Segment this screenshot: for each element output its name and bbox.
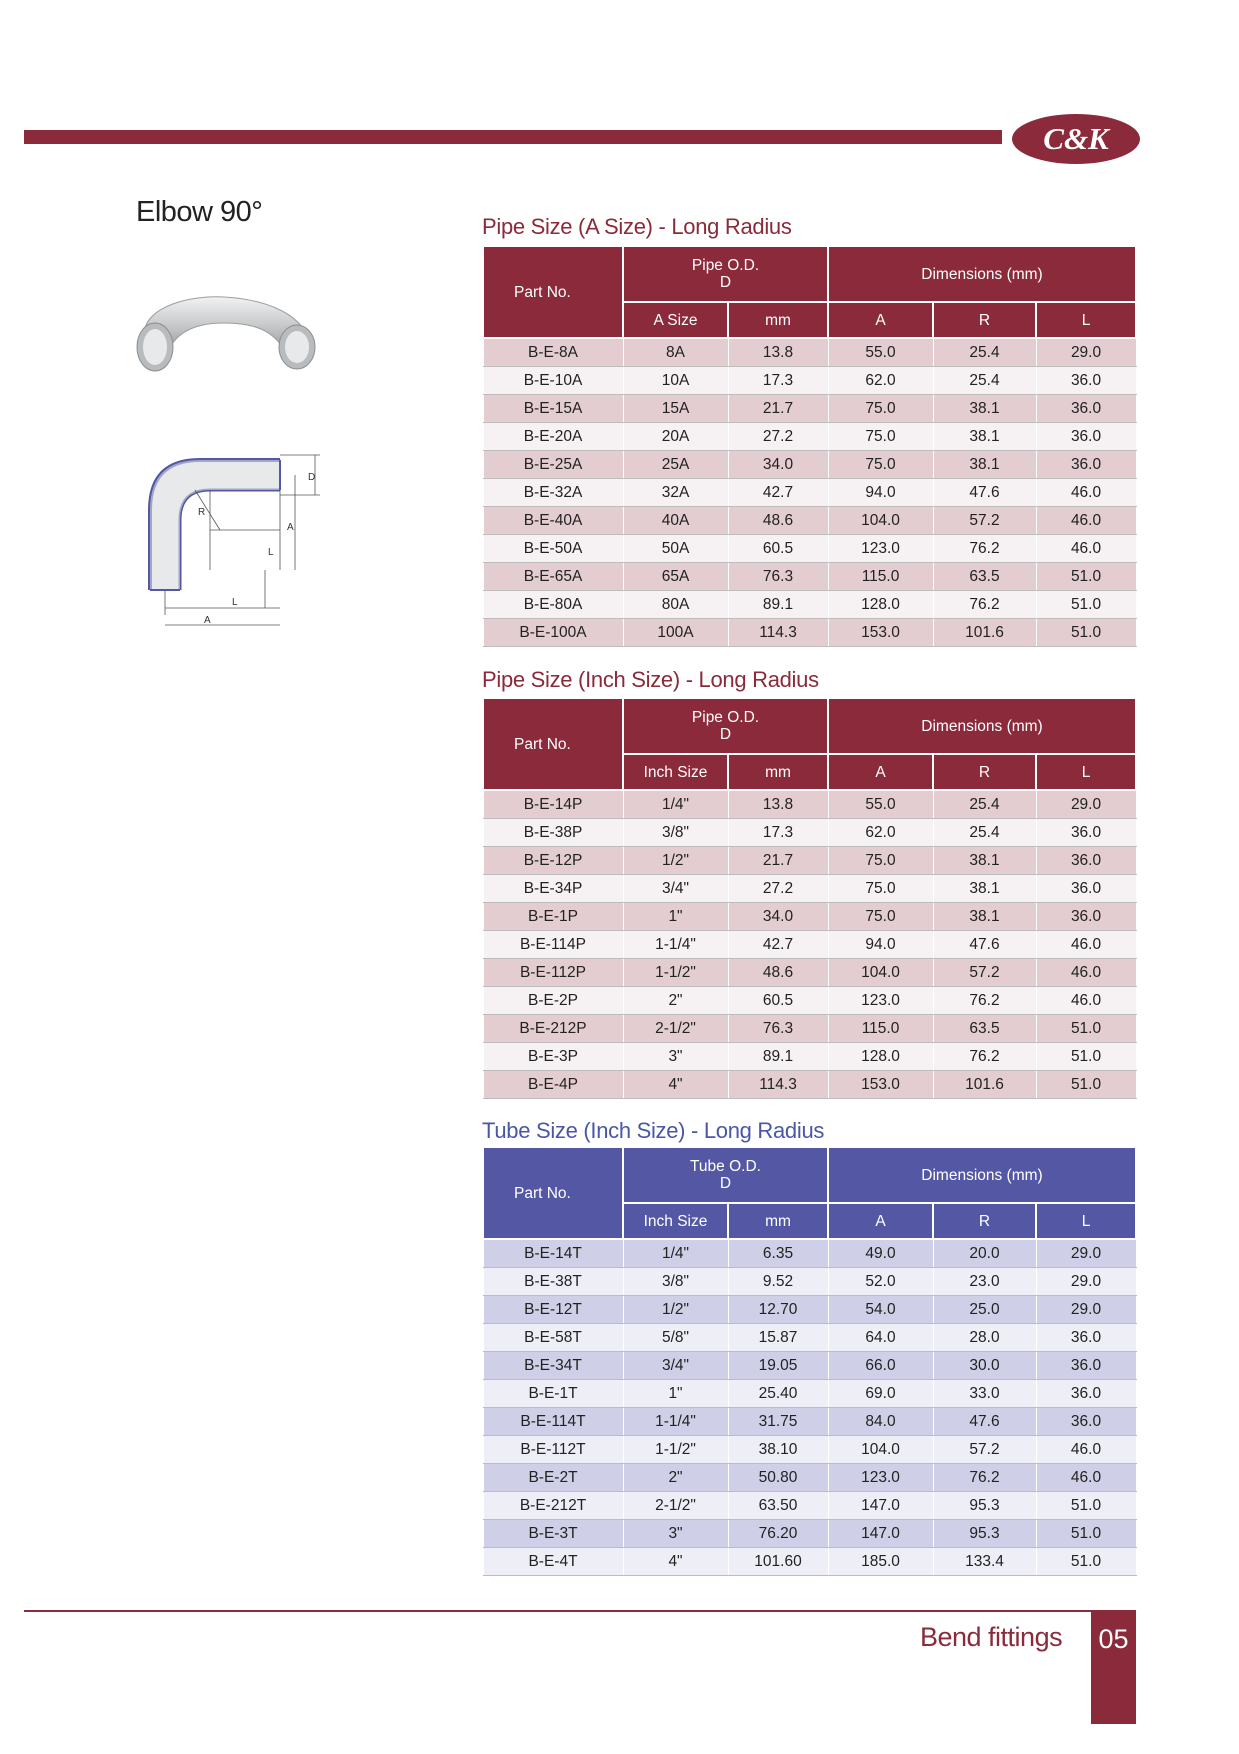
- cell-dim-r: 47.6: [933, 1408, 1036, 1436]
- cell-size: 1": [623, 903, 728, 931]
- cell-dim-l: 36.0: [1036, 1380, 1136, 1408]
- table-row: [483, 1296, 1136, 1324]
- cell-size: 3/4": [623, 1352, 728, 1380]
- cell-dim-a: 123.0: [828, 1464, 933, 1492]
- table-row: [483, 563, 1136, 591]
- header-r: R: [933, 302, 1036, 338]
- table-row: [483, 875, 1136, 903]
- table-row: [483, 591, 1136, 619]
- header-l: L: [1036, 302, 1136, 338]
- cell-part-no: B-E-34P: [483, 875, 623, 903]
- cell-dim-l: 51.0: [1036, 1492, 1136, 1520]
- cell-size: 1-1/2": [623, 1436, 728, 1464]
- table-row: [483, 790, 1136, 819]
- cell-dim-a: 115.0: [828, 563, 933, 591]
- cell-dim-l: 51.0: [1036, 1548, 1136, 1576]
- cell-size: 3": [623, 1520, 728, 1548]
- cell-part-no: B-E-12P: [483, 847, 623, 875]
- cell-od-mm: 60.5: [728, 987, 828, 1015]
- cell-size: 80A: [623, 591, 728, 619]
- cell-dim-a: 123.0: [828, 535, 933, 563]
- cell-size: 1/2": [623, 847, 728, 875]
- table-row: [483, 1548, 1136, 1576]
- section-title-tube-inch: Tube Size (Inch Size) - Long Radius: [482, 1118, 825, 1143]
- cell-dim-a: 153.0: [828, 619, 933, 647]
- cell-part-no: B-E-212T: [483, 1492, 623, 1520]
- cell-dim-l: 36.0: [1036, 847, 1136, 875]
- product-title: Elbow 90°: [136, 196, 263, 228]
- cell-dim-l: 36.0: [1036, 1352, 1136, 1380]
- cell-part-no: B-E-32A: [483, 479, 623, 507]
- cell-size: 2-1/2": [623, 1492, 728, 1520]
- cell-part-no: B-E-38T: [483, 1268, 623, 1296]
- cell-dim-r: 38.1: [933, 395, 1036, 423]
- cell-dim-a: 128.0: [828, 1043, 933, 1071]
- table-row: [483, 1520, 1136, 1548]
- header-a: A: [828, 302, 933, 338]
- cell-dim-r: 76.2: [933, 535, 1036, 563]
- spec-table-pipe-a-size: [482, 245, 1137, 647]
- cell-dim-l: 46.0: [1036, 959, 1136, 987]
- header-part-no: Part No.: [483, 698, 623, 790]
- cell-od-mm: 12.70: [728, 1296, 828, 1324]
- cell-dim-r: 133.4: [933, 1548, 1036, 1576]
- cell-od-mm: 114.3: [728, 619, 828, 647]
- cell-od-mm: 89.1: [728, 591, 828, 619]
- cell-part-no: B-E-10A: [483, 367, 623, 395]
- header-size: Inch Size: [623, 754, 728, 790]
- cell-dim-a: 62.0: [828, 819, 933, 847]
- cell-size: 1": [623, 1380, 728, 1408]
- cell-od-mm: 25.40: [728, 1380, 828, 1408]
- cell-dim-l: 36.0: [1036, 367, 1136, 395]
- cell-part-no: B-E-2P: [483, 987, 623, 1015]
- cell-dim-r: 101.6: [933, 619, 1036, 647]
- cell-dim-r: 20.0: [933, 1239, 1036, 1268]
- cell-part-no: B-E-38P: [483, 819, 623, 847]
- cell-dim-r: 47.6: [933, 931, 1036, 959]
- header-od: [623, 246, 828, 302]
- cell-dim-a: 84.0: [828, 1408, 933, 1436]
- cell-part-no: B-E-4P: [483, 1071, 623, 1099]
- diagram-label-r: R: [198, 507, 206, 518]
- table-row: [483, 1015, 1136, 1043]
- cell-size: 2-1/2": [623, 1015, 728, 1043]
- header-dimensions: Dimensions (mm): [828, 246, 1136, 302]
- cell-size: 65A: [623, 563, 728, 591]
- cell-size: 1/4": [623, 790, 728, 819]
- cell-dim-l: 36.0: [1036, 395, 1136, 423]
- header-od-symbol: D: [719, 274, 732, 291]
- cell-dim-l: 29.0: [1036, 1239, 1136, 1268]
- cell-size: 5/8": [623, 1324, 728, 1352]
- cell-dim-a: 75.0: [828, 395, 933, 423]
- table-row: [483, 1268, 1136, 1296]
- footer-rule: [24, 1610, 1136, 1612]
- header-mm: mm: [728, 754, 828, 790]
- cell-od-mm: 34.0: [728, 451, 828, 479]
- cell-dim-l: 46.0: [1036, 479, 1136, 507]
- cell-od-mm: 50.80: [728, 1464, 828, 1492]
- cell-part-no: B-E-12T: [483, 1296, 623, 1324]
- cell-dim-r: 23.0: [933, 1268, 1036, 1296]
- cell-dim-a: 75.0: [828, 903, 933, 931]
- cell-size: 1/4": [623, 1239, 728, 1268]
- cell-dim-a: 69.0: [828, 1380, 933, 1408]
- cell-dim-a: 115.0: [828, 1015, 933, 1043]
- table-row: [483, 931, 1136, 959]
- cell-dim-a: 66.0: [828, 1352, 933, 1380]
- cell-dim-l: 29.0: [1036, 338, 1136, 367]
- table-row: [483, 903, 1136, 931]
- cell-od-mm: 17.3: [728, 819, 828, 847]
- cell-od-mm: 15.87: [728, 1324, 828, 1352]
- diagram-label-l-vertical: L: [268, 547, 274, 558]
- cell-part-no: B-E-58T: [483, 1324, 623, 1352]
- cell-part-no: B-E-1T: [483, 1380, 623, 1408]
- table-row: [483, 423, 1136, 451]
- table-row: [483, 1324, 1136, 1352]
- header-od-label: Pipe O.D.: [691, 709, 760, 726]
- cell-part-no: B-E-3T: [483, 1520, 623, 1548]
- cell-dim-a: 94.0: [828, 479, 933, 507]
- table-row: [483, 1436, 1136, 1464]
- cell-dim-l: 46.0: [1036, 507, 1136, 535]
- cell-od-mm: 13.8: [728, 338, 828, 367]
- cell-part-no: B-E-14P: [483, 790, 623, 819]
- cell-dim-r: 57.2: [933, 1436, 1036, 1464]
- cell-part-no: B-E-114T: [483, 1408, 623, 1436]
- diagram-label-l-horizontal: L: [232, 597, 238, 608]
- table-row: [483, 847, 1136, 875]
- table-row: [483, 1239, 1136, 1268]
- cell-part-no: B-E-14T: [483, 1239, 623, 1268]
- cell-od-mm: 21.7: [728, 847, 828, 875]
- cell-size: 2": [623, 1464, 728, 1492]
- cell-dim-a: 55.0: [828, 790, 933, 819]
- cell-dim-a: 128.0: [828, 591, 933, 619]
- cell-od-mm: 19.05: [728, 1352, 828, 1380]
- spec-table-tube-inch-size: [482, 1146, 1137, 1576]
- section-title-a-size: Pipe Size (A Size) - Long Radius: [482, 214, 792, 239]
- cell-dim-a: 75.0: [828, 847, 933, 875]
- cell-part-no: B-E-212P: [483, 1015, 623, 1043]
- cell-size: 20A: [623, 423, 728, 451]
- cell-dim-r: 95.3: [933, 1520, 1036, 1548]
- header-a: A: [828, 754, 933, 790]
- cell-dim-r: 95.3: [933, 1492, 1036, 1520]
- cell-dim-l: 29.0: [1036, 1296, 1136, 1324]
- cell-dim-a: 52.0: [828, 1268, 933, 1296]
- table-row: [483, 987, 1136, 1015]
- cell-dim-a: 185.0: [828, 1548, 933, 1576]
- section-title-pipe-inch: Pipe Size (Inch Size) - Long Radius: [482, 667, 819, 692]
- header-r: R: [933, 1203, 1036, 1239]
- cell-dim-r: 63.5: [933, 1015, 1036, 1043]
- cell-dim-l: 36.0: [1036, 451, 1136, 479]
- cell-dim-l: 29.0: [1036, 1268, 1136, 1296]
- cell-part-no: B-E-65A: [483, 563, 623, 591]
- cell-od-mm: 48.6: [728, 959, 828, 987]
- header-a: A: [828, 1203, 933, 1239]
- cell-dim-a: 75.0: [828, 423, 933, 451]
- cell-dim-r: 38.1: [933, 903, 1036, 931]
- cell-part-no: B-E-4T: [483, 1548, 623, 1576]
- cell-part-no: B-E-50A: [483, 535, 623, 563]
- cell-od-mm: 27.2: [728, 875, 828, 903]
- cell-dim-r: 101.6: [933, 1071, 1036, 1099]
- header-mm: mm: [728, 302, 828, 338]
- table-row: [483, 1352, 1136, 1380]
- cell-od-mm: 89.1: [728, 1043, 828, 1071]
- cell-dim-l: 36.0: [1036, 1408, 1136, 1436]
- header-size: Inch Size: [623, 1203, 728, 1239]
- table-row: [483, 479, 1136, 507]
- cell-size: 1-1/4": [623, 931, 728, 959]
- table-row: [483, 1043, 1136, 1071]
- elbow-dimension-diagram: [140, 450, 370, 640]
- header-dimensions: Dimensions (mm): [828, 1147, 1136, 1203]
- footer-section-name: Bend fittings: [920, 1622, 1063, 1652]
- header-l: L: [1036, 1203, 1136, 1239]
- table-row: [483, 395, 1136, 423]
- table-row: [483, 619, 1136, 647]
- cell-dim-a: 55.0: [828, 338, 933, 367]
- cell-dim-a: 104.0: [828, 959, 933, 987]
- cell-dim-a: 64.0: [828, 1324, 933, 1352]
- cell-od-mm: 76.3: [728, 1015, 828, 1043]
- cell-size: 4": [623, 1548, 728, 1576]
- diagram-label-a-horizontal: A: [204, 615, 211, 626]
- cell-part-no: B-E-80A: [483, 591, 623, 619]
- cell-dim-l: 51.0: [1036, 1520, 1136, 1548]
- cell-part-no: B-E-2T: [483, 1464, 623, 1492]
- header-mm: mm: [728, 1203, 828, 1239]
- cell-size: 32A: [623, 479, 728, 507]
- cell-dim-r: 63.5: [933, 563, 1036, 591]
- header-part-no: Part No.: [483, 246, 623, 338]
- elbow-photo: [124, 285, 324, 400]
- cell-dim-a: 94.0: [828, 931, 933, 959]
- header-bar: [24, 130, 1002, 144]
- table-row: [483, 1071, 1136, 1099]
- cell-od-mm: 17.3: [728, 367, 828, 395]
- cell-dim-l: 51.0: [1036, 591, 1136, 619]
- header-od-symbol: D: [719, 1175, 732, 1192]
- cell-od-mm: 31.75: [728, 1408, 828, 1436]
- cell-size: 8A: [623, 338, 728, 367]
- cell-od-mm: 21.7: [728, 395, 828, 423]
- cell-dim-a: 147.0: [828, 1492, 933, 1520]
- cell-od-mm: 6.35: [728, 1239, 828, 1268]
- cell-part-no: B-E-25A: [483, 451, 623, 479]
- cell-od-mm: 114.3: [728, 1071, 828, 1099]
- cell-dim-r: 76.2: [933, 987, 1036, 1015]
- cell-dim-l: 46.0: [1036, 1436, 1136, 1464]
- cell-size: 1-1/4": [623, 1408, 728, 1436]
- diagram-label-a-vertical: A: [287, 522, 294, 533]
- table-row: [483, 367, 1136, 395]
- cell-dim-r: 25.4: [933, 338, 1036, 367]
- cell-dim-r: 76.2: [933, 1043, 1036, 1071]
- spec-table-pipe-inch-size: [482, 697, 1137, 1099]
- table-row: [483, 1408, 1136, 1436]
- header-od-label: Pipe O.D.: [691, 257, 760, 274]
- cell-dim-l: 51.0: [1036, 1043, 1136, 1071]
- header-size: A Size: [623, 302, 728, 338]
- cell-dim-a: 123.0: [828, 987, 933, 1015]
- cell-dim-r: 38.1: [933, 875, 1036, 903]
- cell-dim-l: 46.0: [1036, 931, 1136, 959]
- cell-dim-r: 30.0: [933, 1352, 1036, 1380]
- header-part-no: Part No.: [483, 1147, 623, 1239]
- cell-dim-a: 147.0: [828, 1520, 933, 1548]
- cell-size: 1/2": [623, 1296, 728, 1324]
- table-row: [483, 1492, 1136, 1520]
- cell-part-no: B-E-114P: [483, 931, 623, 959]
- cell-dim-r: 38.1: [933, 451, 1036, 479]
- table-row: [483, 819, 1136, 847]
- cell-size: 50A: [623, 535, 728, 563]
- cell-dim-a: 54.0: [828, 1296, 933, 1324]
- cell-dim-r: 28.0: [933, 1324, 1036, 1352]
- cell-size: 4": [623, 1071, 728, 1099]
- cell-dim-a: 153.0: [828, 1071, 933, 1099]
- cell-dim-r: 25.4: [933, 819, 1036, 847]
- cell-dim-l: 46.0: [1036, 987, 1136, 1015]
- cell-dim-l: 29.0: [1036, 790, 1136, 819]
- table-row: [483, 959, 1136, 987]
- cell-dim-r: 25.4: [933, 367, 1036, 395]
- cell-part-no: B-E-34T: [483, 1352, 623, 1380]
- page-number: 05: [1091, 1612, 1136, 1724]
- cell-part-no: B-E-112P: [483, 959, 623, 987]
- cell-dim-l: 36.0: [1036, 903, 1136, 931]
- cell-part-no: B-E-40A: [483, 507, 623, 535]
- cell-dim-r: 38.1: [933, 847, 1036, 875]
- diagram-label-d: D: [308, 472, 316, 483]
- cell-size: 100A: [623, 619, 728, 647]
- cell-part-no: B-E-8A: [483, 338, 623, 367]
- cell-od-mm: 42.7: [728, 931, 828, 959]
- header-dimensions: Dimensions (mm): [828, 698, 1136, 754]
- cell-size: 25A: [623, 451, 728, 479]
- cell-dim-l: 51.0: [1036, 1015, 1136, 1043]
- cell-dim-l: 46.0: [1036, 1464, 1136, 1492]
- cell-dim-r: 57.2: [933, 959, 1036, 987]
- cell-dim-l: 46.0: [1036, 535, 1136, 563]
- cell-od-mm: 76.20: [728, 1520, 828, 1548]
- header-od-symbol: D: [719, 726, 732, 743]
- cell-size: 3/4": [623, 875, 728, 903]
- cell-dim-r: 47.6: [933, 479, 1036, 507]
- table-row: [483, 507, 1136, 535]
- cell-dim-a: 104.0: [828, 1436, 933, 1464]
- table-row: [483, 451, 1136, 479]
- table-row: [483, 1380, 1136, 1408]
- cell-od-mm: 38.10: [728, 1436, 828, 1464]
- cell-od-mm: 60.5: [728, 535, 828, 563]
- cell-dim-a: 104.0: [828, 507, 933, 535]
- cell-size: 3/8": [623, 1268, 728, 1296]
- cell-dim-l: 51.0: [1036, 619, 1136, 647]
- cell-size: 2": [623, 987, 728, 1015]
- cell-od-mm: 76.3: [728, 563, 828, 591]
- header-od: [623, 698, 828, 754]
- header-r: R: [933, 754, 1036, 790]
- table-row: [483, 1464, 1136, 1492]
- cell-od-mm: 101.60: [728, 1548, 828, 1576]
- cell-dim-a: 62.0: [828, 367, 933, 395]
- cell-dim-l: 36.0: [1036, 1324, 1136, 1352]
- cell-dim-r: 33.0: [933, 1380, 1036, 1408]
- cell-size: 3/8": [623, 819, 728, 847]
- cell-size: 1-1/2": [623, 959, 728, 987]
- cell-dim-l: 51.0: [1036, 1071, 1136, 1099]
- cell-dim-r: 57.2: [933, 507, 1036, 535]
- cell-size: 15A: [623, 395, 728, 423]
- brand-logo: C&K: [1012, 114, 1140, 164]
- cell-part-no: B-E-15A: [483, 395, 623, 423]
- cell-dim-r: 38.1: [933, 423, 1036, 451]
- cell-part-no: B-E-112T: [483, 1436, 623, 1464]
- cell-size: 10A: [623, 367, 728, 395]
- cell-od-mm: 13.8: [728, 790, 828, 819]
- cell-part-no: B-E-20A: [483, 423, 623, 451]
- cell-dim-l: 51.0: [1036, 563, 1136, 591]
- cell-dim-a: 49.0: [828, 1239, 933, 1268]
- cell-od-mm: 42.7: [728, 479, 828, 507]
- cell-od-mm: 9.52: [728, 1268, 828, 1296]
- cell-od-mm: 27.2: [728, 423, 828, 451]
- header-od-label: Tube O.D.: [690, 1158, 761, 1175]
- cell-size: 3": [623, 1043, 728, 1071]
- header-l: L: [1036, 754, 1136, 790]
- cell-dim-r: 25.0: [933, 1296, 1036, 1324]
- cell-dim-r: 76.2: [933, 1464, 1036, 1492]
- table-row: [483, 338, 1136, 367]
- cell-od-mm: 63.50: [728, 1492, 828, 1520]
- cell-dim-a: 75.0: [828, 451, 933, 479]
- cell-dim-l: 36.0: [1036, 423, 1136, 451]
- cell-dim-r: 25.4: [933, 790, 1036, 819]
- cell-od-mm: 48.6: [728, 507, 828, 535]
- cell-dim-a: 75.0: [828, 875, 933, 903]
- header-od: [623, 1147, 828, 1203]
- cell-dim-r: 76.2: [933, 591, 1036, 619]
- cell-od-mm: 34.0: [728, 903, 828, 931]
- cell-dim-l: 36.0: [1036, 819, 1136, 847]
- cell-part-no: B-E-3P: [483, 1043, 623, 1071]
- cell-part-no: B-E-100A: [483, 619, 623, 647]
- cell-part-no: B-E-1P: [483, 903, 623, 931]
- cell-size: 40A: [623, 507, 728, 535]
- table-row: [483, 535, 1136, 563]
- cell-dim-l: 36.0: [1036, 875, 1136, 903]
